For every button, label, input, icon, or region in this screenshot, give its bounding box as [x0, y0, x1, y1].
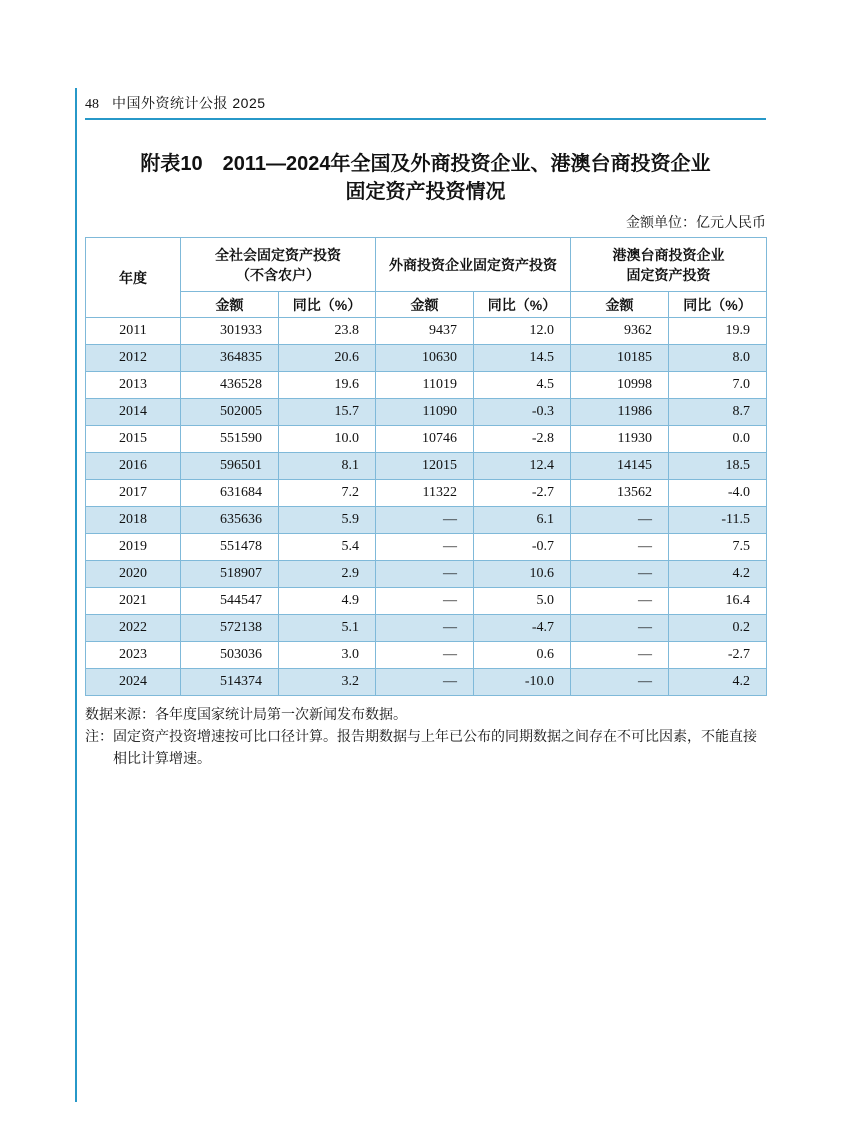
cell-fie_amount: 10746 — [376, 426, 474, 453]
group-header-total-line2: （不含农户） — [236, 266, 320, 283]
cell-total_yoy: 2.9 — [279, 561, 376, 588]
cell-hmt_amount: 13562 — [571, 480, 669, 507]
cell-hmt_yoy: 7.0 — [669, 372, 767, 399]
cell-year: 2022 — [86, 615, 181, 642]
cell-total_amount: 364835 — [181, 345, 279, 372]
cell-fie_yoy: -4.7 — [474, 615, 571, 642]
cell-hmt_amount: 9362 — [571, 318, 669, 345]
report-title: 中国外资统计公报 2025 — [112, 95, 266, 111]
cell-hmt_amount: — — [571, 669, 669, 696]
data-source-note: 数据来源：各年度国家统计局第一次新闻发布数据。 — [85, 708, 407, 723]
cell-total_amount: 596501 — [181, 453, 279, 480]
cell-total_yoy: 3.0 — [279, 642, 376, 669]
cell-fie_yoy: -0.3 — [474, 399, 571, 426]
cell-fie_amount: — — [376, 507, 474, 534]
cell-total_amount: 572138 — [181, 615, 279, 642]
cell-fie_yoy: 5.0 — [474, 588, 571, 615]
cell-hmt_yoy: 19.9 — [669, 318, 767, 345]
cell-total_yoy: 8.1 — [279, 453, 376, 480]
cell-hmt_yoy: 4.2 — [669, 669, 767, 696]
cell-fie_amount: 11090 — [376, 399, 474, 426]
cell-total_yoy: 15.7 — [279, 399, 376, 426]
cell-fie_amount: 11322 — [376, 480, 474, 507]
cell-hmt_amount: — — [571, 561, 669, 588]
table-row — [86, 561, 767, 588]
cell-total_yoy: 20.6 — [279, 345, 376, 372]
cell-total_yoy: 4.9 — [279, 588, 376, 615]
cell-hmt_amount: 11986 — [571, 399, 669, 426]
cell-fie_yoy: -0.7 — [474, 534, 571, 561]
cell-fie_amount: — — [376, 534, 474, 561]
cell-hmt_yoy: -2.7 — [669, 642, 767, 669]
cell-hmt_yoy: 4.2 — [669, 561, 767, 588]
cell-year: 2023 — [86, 642, 181, 669]
cell-hmt_yoy: 8.0 — [669, 345, 767, 372]
cell-total_yoy: 7.2 — [279, 480, 376, 507]
subheader-total-yoy: 同比（%） — [279, 292, 376, 318]
subheader-hmt-amount: 金额 — [571, 292, 669, 318]
cell-fie_yoy: 12.0 — [474, 318, 571, 345]
cell-year: 2012 — [86, 345, 181, 372]
table-row — [86, 399, 767, 426]
cell-hmt_amount: 10185 — [571, 345, 669, 372]
cell-fie_amount: — — [376, 588, 474, 615]
cell-total_amount: 514374 — [181, 669, 279, 696]
method-note: 注：固定资产投资增速按可比口径计算。报告期数据与上年已公布的同期数据之间存在不可比因素，不能直接相比计算增速。 — [85, 730, 757, 767]
cell-hmt_amount: — — [571, 534, 669, 561]
table-row — [86, 318, 767, 345]
table-title — [85, 150, 766, 206]
cell-total_yoy: 19.6 — [279, 372, 376, 399]
group-header-foreign-line1: 外商投资企业固定资产投资 — [389, 256, 557, 273]
group-header-foreign — [376, 238, 571, 292]
table-row — [86, 588, 767, 615]
cell-fie_amount: — — [376, 642, 474, 669]
cell-year: 2024 — [86, 669, 181, 696]
cell-year: 2014 — [86, 399, 181, 426]
cell-total_amount: 551590 — [181, 426, 279, 453]
cell-hmt_yoy: 18.5 — [669, 453, 767, 480]
footnotes — [85, 705, 766, 771]
cell-hmt_amount: 14145 — [571, 453, 669, 480]
table-row — [86, 453, 767, 480]
group-header-total-line1: 全社会固定资产投资 — [215, 246, 341, 263]
cell-fie_yoy: 10.6 — [474, 561, 571, 588]
table-row — [86, 507, 767, 534]
cell-total_amount: 551478 — [181, 534, 279, 561]
cell-total_amount: 518907 — [181, 561, 279, 588]
group-header-hmt — [571, 238, 767, 292]
group-header-hmt-line2: 固定资产投资 — [626, 266, 711, 283]
cell-total_yoy: 23.8 — [279, 318, 376, 345]
cell-total_yoy: 5.4 — [279, 534, 376, 561]
cell-year: 2011 — [86, 318, 181, 345]
cell-fie_yoy: 0.6 — [474, 642, 571, 669]
cell-hmt_yoy: 0.0 — [669, 426, 767, 453]
cell-total_yoy: 10.0 — [279, 426, 376, 453]
subheader-foreign-yoy: 同比（%） — [474, 292, 571, 318]
table-row — [86, 372, 767, 399]
subheader-total-amount: 金额 — [181, 292, 279, 318]
cell-year: 2020 — [86, 561, 181, 588]
table-header-row-groups — [86, 238, 767, 292]
table-row — [86, 345, 767, 372]
cell-year: 2017 — [86, 480, 181, 507]
page-number: 48 — [85, 97, 99, 112]
table-row — [86, 480, 767, 507]
cell-fie_yoy: -10.0 — [474, 669, 571, 696]
cell-fie_amount: 12015 — [376, 453, 474, 480]
cell-year: 2018 — [86, 507, 181, 534]
cell-fie_amount: 10630 — [376, 345, 474, 372]
cell-fie_yoy: 12.4 — [474, 453, 571, 480]
group-header-total — [181, 238, 376, 292]
cell-year: 2015 — [86, 426, 181, 453]
left-accent-line — [75, 88, 77, 1102]
cell-hmt_amount: — — [571, 642, 669, 669]
cell-hmt_amount: 11930 — [571, 426, 669, 453]
table-title-line1: 附表10 2011—2024年全国及外商投资企业、港澳台商投资企业 — [140, 153, 711, 175]
cell-total_amount: 301933 — [181, 318, 279, 345]
table-row — [86, 669, 767, 696]
cell-fie_yoy: -2.8 — [474, 426, 571, 453]
cell-total_yoy: 5.1 — [279, 615, 376, 642]
cell-hmt_amount: — — [571, 588, 669, 615]
page-header — [85, 0, 766, 113]
cell-year: 2019 — [86, 534, 181, 561]
cell-fie_yoy: 6.1 — [474, 507, 571, 534]
cell-total_amount: 436528 — [181, 372, 279, 399]
cell-hmt_yoy: -11.5 — [669, 507, 767, 534]
cell-fie_amount: 9437 — [376, 318, 474, 345]
cell-fie_amount: 11019 — [376, 372, 474, 399]
subheader-hmt-yoy: 同比（%） — [669, 292, 767, 318]
table-row — [86, 615, 767, 642]
cell-year: 2013 — [86, 372, 181, 399]
cell-hmt_yoy: 7.5 — [669, 534, 767, 561]
table-title-line2: 固定资产投资情况 — [345, 181, 506, 203]
subheader-foreign-amount: 金额 — [376, 292, 474, 318]
header-year: 年度 — [86, 238, 181, 318]
unit-note: 金额单位：亿元人民币 — [626, 216, 766, 231]
cell-total_amount: 635636 — [181, 507, 279, 534]
page-content — [85, 0, 766, 771]
cell-total_amount: 544547 — [181, 588, 279, 615]
cell-total_amount: 503036 — [181, 642, 279, 669]
cell-hmt_yoy: 8.7 — [669, 399, 767, 426]
cell-year: 2021 — [86, 588, 181, 615]
cell-fie_yoy: -2.7 — [474, 480, 571, 507]
cell-total_yoy: 3.2 — [279, 669, 376, 696]
group-header-hmt-line1: 港澳台商投资企业 — [612, 246, 725, 263]
header-divider — [85, 118, 766, 120]
data-table — [85, 237, 767, 696]
cell-total_amount: 631684 — [181, 480, 279, 507]
table-row — [86, 642, 767, 669]
cell-hmt_amount: 10998 — [571, 372, 669, 399]
cell-year: 2016 — [86, 453, 181, 480]
cell-hmt_amount: — — [571, 615, 669, 642]
cell-hmt_yoy: 16.4 — [669, 588, 767, 615]
table-row — [86, 534, 767, 561]
cell-fie_amount: — — [376, 669, 474, 696]
cell-total_yoy: 5.9 — [279, 507, 376, 534]
table-header-row-sub — [86, 292, 767, 318]
cell-total_amount: 502005 — [181, 399, 279, 426]
cell-hmt_amount: — — [571, 507, 669, 534]
cell-fie_yoy: 14.5 — [474, 345, 571, 372]
cell-fie_amount: — — [376, 561, 474, 588]
table-row — [86, 426, 767, 453]
cell-hmt_yoy: 0.2 — [669, 615, 767, 642]
table-body — [86, 318, 767, 696]
cell-fie_yoy: 4.5 — [474, 372, 571, 399]
cell-hmt_yoy: -4.0 — [669, 480, 767, 507]
cell-fie_amount: — — [376, 615, 474, 642]
